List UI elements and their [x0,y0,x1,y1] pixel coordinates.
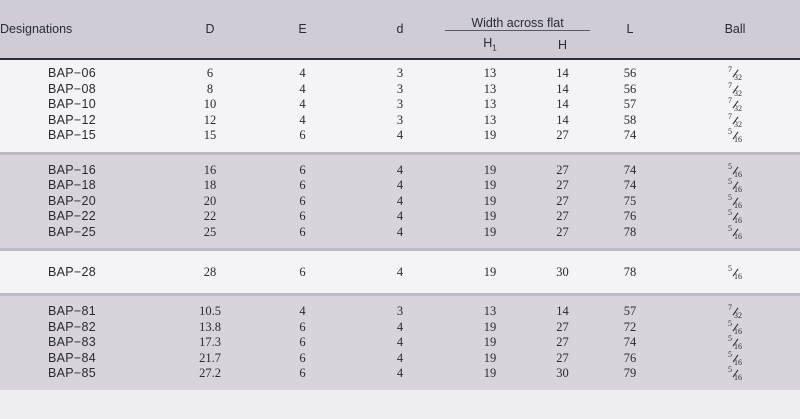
ball-denominator: 16 [734,169,743,179]
ball-fraction [728,98,742,112]
cell-D: 15 [170,128,250,144]
ball-denominator: 16 [734,326,743,336]
cell-L: 76 [590,351,670,367]
cell-D: 28 [170,259,250,285]
cell-ball [670,82,800,98]
cell-H: 27 [535,178,590,194]
cell-H: 30 [535,259,590,285]
cell-H: 14 [535,113,590,129]
cell-ball [670,366,800,382]
cell-d: 4 [355,225,445,241]
ball-numerator: 7 [728,303,733,313]
cell-D: 25 [170,225,250,241]
ball-denominator: 16 [734,200,743,210]
group-spacer-cell [0,296,800,304]
table-row [0,97,800,113]
cell-H1: 13 [445,82,535,98]
cell-E: 4 [250,66,355,82]
table-row [0,209,800,225]
group-spacer [0,155,800,163]
cell-L: 72 [590,320,670,336]
table-body [0,58,800,390]
cell-L: 74 [590,163,670,179]
cell-D: 17.3 [170,335,250,351]
header-ball: Ball [670,0,800,58]
cell-L: 57 [590,304,670,320]
cell-ball [670,128,800,144]
cell-designation: BAP−10 [0,97,170,113]
table-row [0,259,800,285]
ball-denominator: 32 [734,119,743,129]
ball-numerator: 5 [728,127,733,137]
cell-H1: 19 [445,163,535,179]
cell-H1: 19 [445,178,535,194]
cell-H1: 19 [445,225,535,241]
cell-D: 27.2 [170,366,250,382]
group-spacer [0,240,800,248]
header-designations: Designations [0,0,170,58]
cell-designation: BAP−08 [0,82,170,98]
group-spacer [0,296,800,304]
table-row [0,320,800,336]
cell-E: 6 [250,209,355,225]
cell-D: 10.5 [170,304,250,320]
cell-D: 21.7 [170,351,250,367]
ball-denominator: 16 [734,272,743,282]
group-spacer-cell [0,155,800,163]
cell-H: 27 [535,335,590,351]
cell-E: 4 [250,82,355,98]
cell-ball [670,113,800,129]
ball-denominator: 32 [734,104,743,114]
group-spacer [0,285,800,293]
cell-D: 12 [170,113,250,129]
cell-d: 4 [355,209,445,225]
header-width-across-flat: Width across flat [445,0,590,31]
cell-H1: 19 [445,194,535,210]
cell-E: 6 [250,163,355,179]
cell-L: 75 [590,194,670,210]
cell-designation: BAP−18 [0,178,170,194]
cell-H: 27 [535,128,590,144]
cell-H: 27 [535,351,590,367]
cell-H: 27 [535,209,590,225]
cell-designation: BAP−15 [0,128,170,144]
cell-L: 74 [590,128,670,144]
group-spacer [0,382,800,390]
ball-numerator: 5 [728,318,733,328]
cell-L: 57 [590,97,670,113]
header-H1-base: H [483,36,493,51]
cell-ball [670,209,800,225]
cell-H1: 19 [445,351,535,367]
cell-E: 6 [250,194,355,210]
ball-fraction [728,179,742,193]
cell-E: 4 [250,304,355,320]
cell-d: 4 [355,163,445,179]
ball-denominator: 16 [734,135,743,145]
table-row [0,82,800,98]
cell-L: 74 [590,335,670,351]
table-row [0,113,800,129]
cell-d: 3 [355,82,445,98]
cell-H: 27 [535,320,590,336]
cell-H1: 13 [445,304,535,320]
table-row [0,225,800,241]
cell-designation: BAP−16 [0,163,170,179]
cell-D: 13.8 [170,320,250,336]
cell-d: 4 [355,194,445,210]
cell-d: 4 [355,335,445,351]
cell-d: 4 [355,320,445,336]
cell-H: 14 [535,304,590,320]
cell-ball [670,351,800,367]
cell-H: 14 [535,82,590,98]
cell-H: 14 [535,66,590,82]
cell-H: 27 [535,225,590,241]
table-header [0,0,800,58]
cell-E: 6 [250,351,355,367]
cell-H: 27 [535,163,590,179]
cell-D: 8 [170,82,250,98]
cell-L: 76 [590,209,670,225]
cell-D: 10 [170,97,250,113]
cell-ball [670,97,800,113]
table-row [0,366,800,382]
group-spacer-cell [0,382,800,390]
cell-d: 4 [355,259,445,285]
ball-numerator: 5 [728,161,733,171]
cell-H: 30 [535,366,590,382]
ball-fraction [728,129,742,143]
ball-fraction [728,223,743,241]
cell-designation: BAP−85 [0,366,170,382]
cell-H1: 19 [445,335,535,351]
ball-numerator: 7 [728,65,733,75]
cell-ball [670,163,800,179]
ball-denominator: 16 [734,357,743,367]
ball-fraction [728,80,743,98]
cell-designation: BAP−82 [0,320,170,336]
cell-d: 4 [355,128,445,144]
ball-denominator: 32 [734,311,743,321]
cell-designation: BAP−84 [0,351,170,367]
table-row [0,304,800,320]
cell-H1: 13 [445,113,535,129]
header-H: H [535,31,590,59]
ball-fraction [728,210,742,224]
ball-denominator: 16 [734,216,743,226]
cell-d: 4 [355,178,445,194]
ball-numerator: 5 [728,334,733,344]
ball-numerator: 5 [728,365,733,375]
ball-denominator: 16 [734,373,743,383]
cell-ball [670,66,800,82]
cell-designation: BAP−12 [0,113,170,129]
cell-D: 16 [170,163,250,179]
ball-denominator: 16 [734,231,743,241]
cell-D: 22 [170,209,250,225]
ball-fraction [728,318,743,336]
cell-E: 6 [250,366,355,382]
cell-L: 56 [590,66,670,82]
ball-fraction [728,266,742,280]
cell-designation: BAP−81 [0,304,170,320]
cell-ball [670,225,800,241]
table-row [0,66,800,82]
cell-L: 56 [590,82,670,98]
cell-E: 6 [250,225,355,241]
cell-E: 6 [250,178,355,194]
ball-denominator: 32 [734,73,743,83]
header-E: E [250,0,355,58]
group-spacer-cell [0,240,800,248]
header-H1 [445,31,535,59]
cell-L: 74 [590,178,670,194]
table-row [0,351,800,367]
cell-d: 4 [355,351,445,367]
header-d: d [355,0,445,58]
cell-E: 6 [250,259,355,285]
cell-H1: 19 [445,209,535,225]
cell-d: 3 [355,66,445,82]
ball-denominator: 16 [734,342,743,352]
table-row [0,128,800,144]
cell-L: 78 [590,225,670,241]
cell-E: 4 [250,97,355,113]
cell-D: 18 [170,178,250,194]
cell-H: 27 [535,194,590,210]
cell-H1: 19 [445,259,535,285]
table-row [0,163,800,179]
ball-fraction [728,111,743,129]
cell-d: 3 [355,113,445,129]
group-spacer [0,144,800,152]
group-spacer [0,251,800,259]
cell-H1: 19 [445,366,535,382]
ball-fraction [728,305,742,319]
cell-D: 6 [170,66,250,82]
ball-numerator: 5 [728,177,733,187]
cell-ball [670,335,800,351]
cell-designation: BAP−83 [0,335,170,351]
ball-numerator: 5 [728,223,733,233]
header-H1-subscript: 1 [492,43,497,53]
ball-denominator: 32 [734,88,743,98]
cell-d: 4 [355,366,445,382]
cell-H1: 19 [445,128,535,144]
cell-ball [670,178,800,194]
cell-designation: BAP−25 [0,225,170,241]
ball-numerator: 7 [728,111,733,121]
group-spacer-cell [0,251,800,259]
cell-E: 6 [250,320,355,336]
cell-designation: BAP−28 [0,259,170,285]
cell-L: 58 [590,113,670,129]
cell-ball [670,304,800,320]
cell-E: 6 [250,335,355,351]
ball-numerator: 5 [728,208,733,218]
ball-numerator: 5 [728,192,733,202]
cell-H1: 19 [445,320,535,336]
cell-E: 4 [250,113,355,129]
header-D: D [170,0,250,58]
ball-fraction [728,349,743,367]
cell-designation: BAP−22 [0,209,170,225]
cell-designation: BAP−06 [0,66,170,82]
ball-fraction [728,67,742,81]
cell-ball [670,259,800,285]
cell-H: 14 [535,97,590,113]
group-spacer-cell [0,285,800,293]
ball-fraction [728,192,743,210]
cell-d: 3 [355,304,445,320]
cell-H1: 13 [445,66,535,82]
table-row [0,335,800,351]
ball-fraction [728,161,743,179]
cell-designation: BAP−20 [0,194,170,210]
ball-numerator: 7 [728,80,733,90]
ball-numerator: 7 [728,96,733,106]
header-L: L [590,0,670,58]
cell-d: 3 [355,97,445,113]
ball-denominator: 16 [734,185,743,195]
ball-fraction [728,367,742,381]
table-row [0,194,800,210]
cell-D: 20 [170,194,250,210]
cell-L: 79 [590,366,670,382]
cell-H1: 13 [445,97,535,113]
group-spacer-cell [0,144,800,152]
cell-E: 6 [250,128,355,144]
cell-L: 78 [590,259,670,285]
cell-ball [670,320,800,336]
cell-ball [670,194,800,210]
ball-numerator: 5 [728,349,733,359]
ball-fraction [728,336,742,350]
table-row [0,178,800,194]
ball-numerator: 5 [728,264,733,274]
